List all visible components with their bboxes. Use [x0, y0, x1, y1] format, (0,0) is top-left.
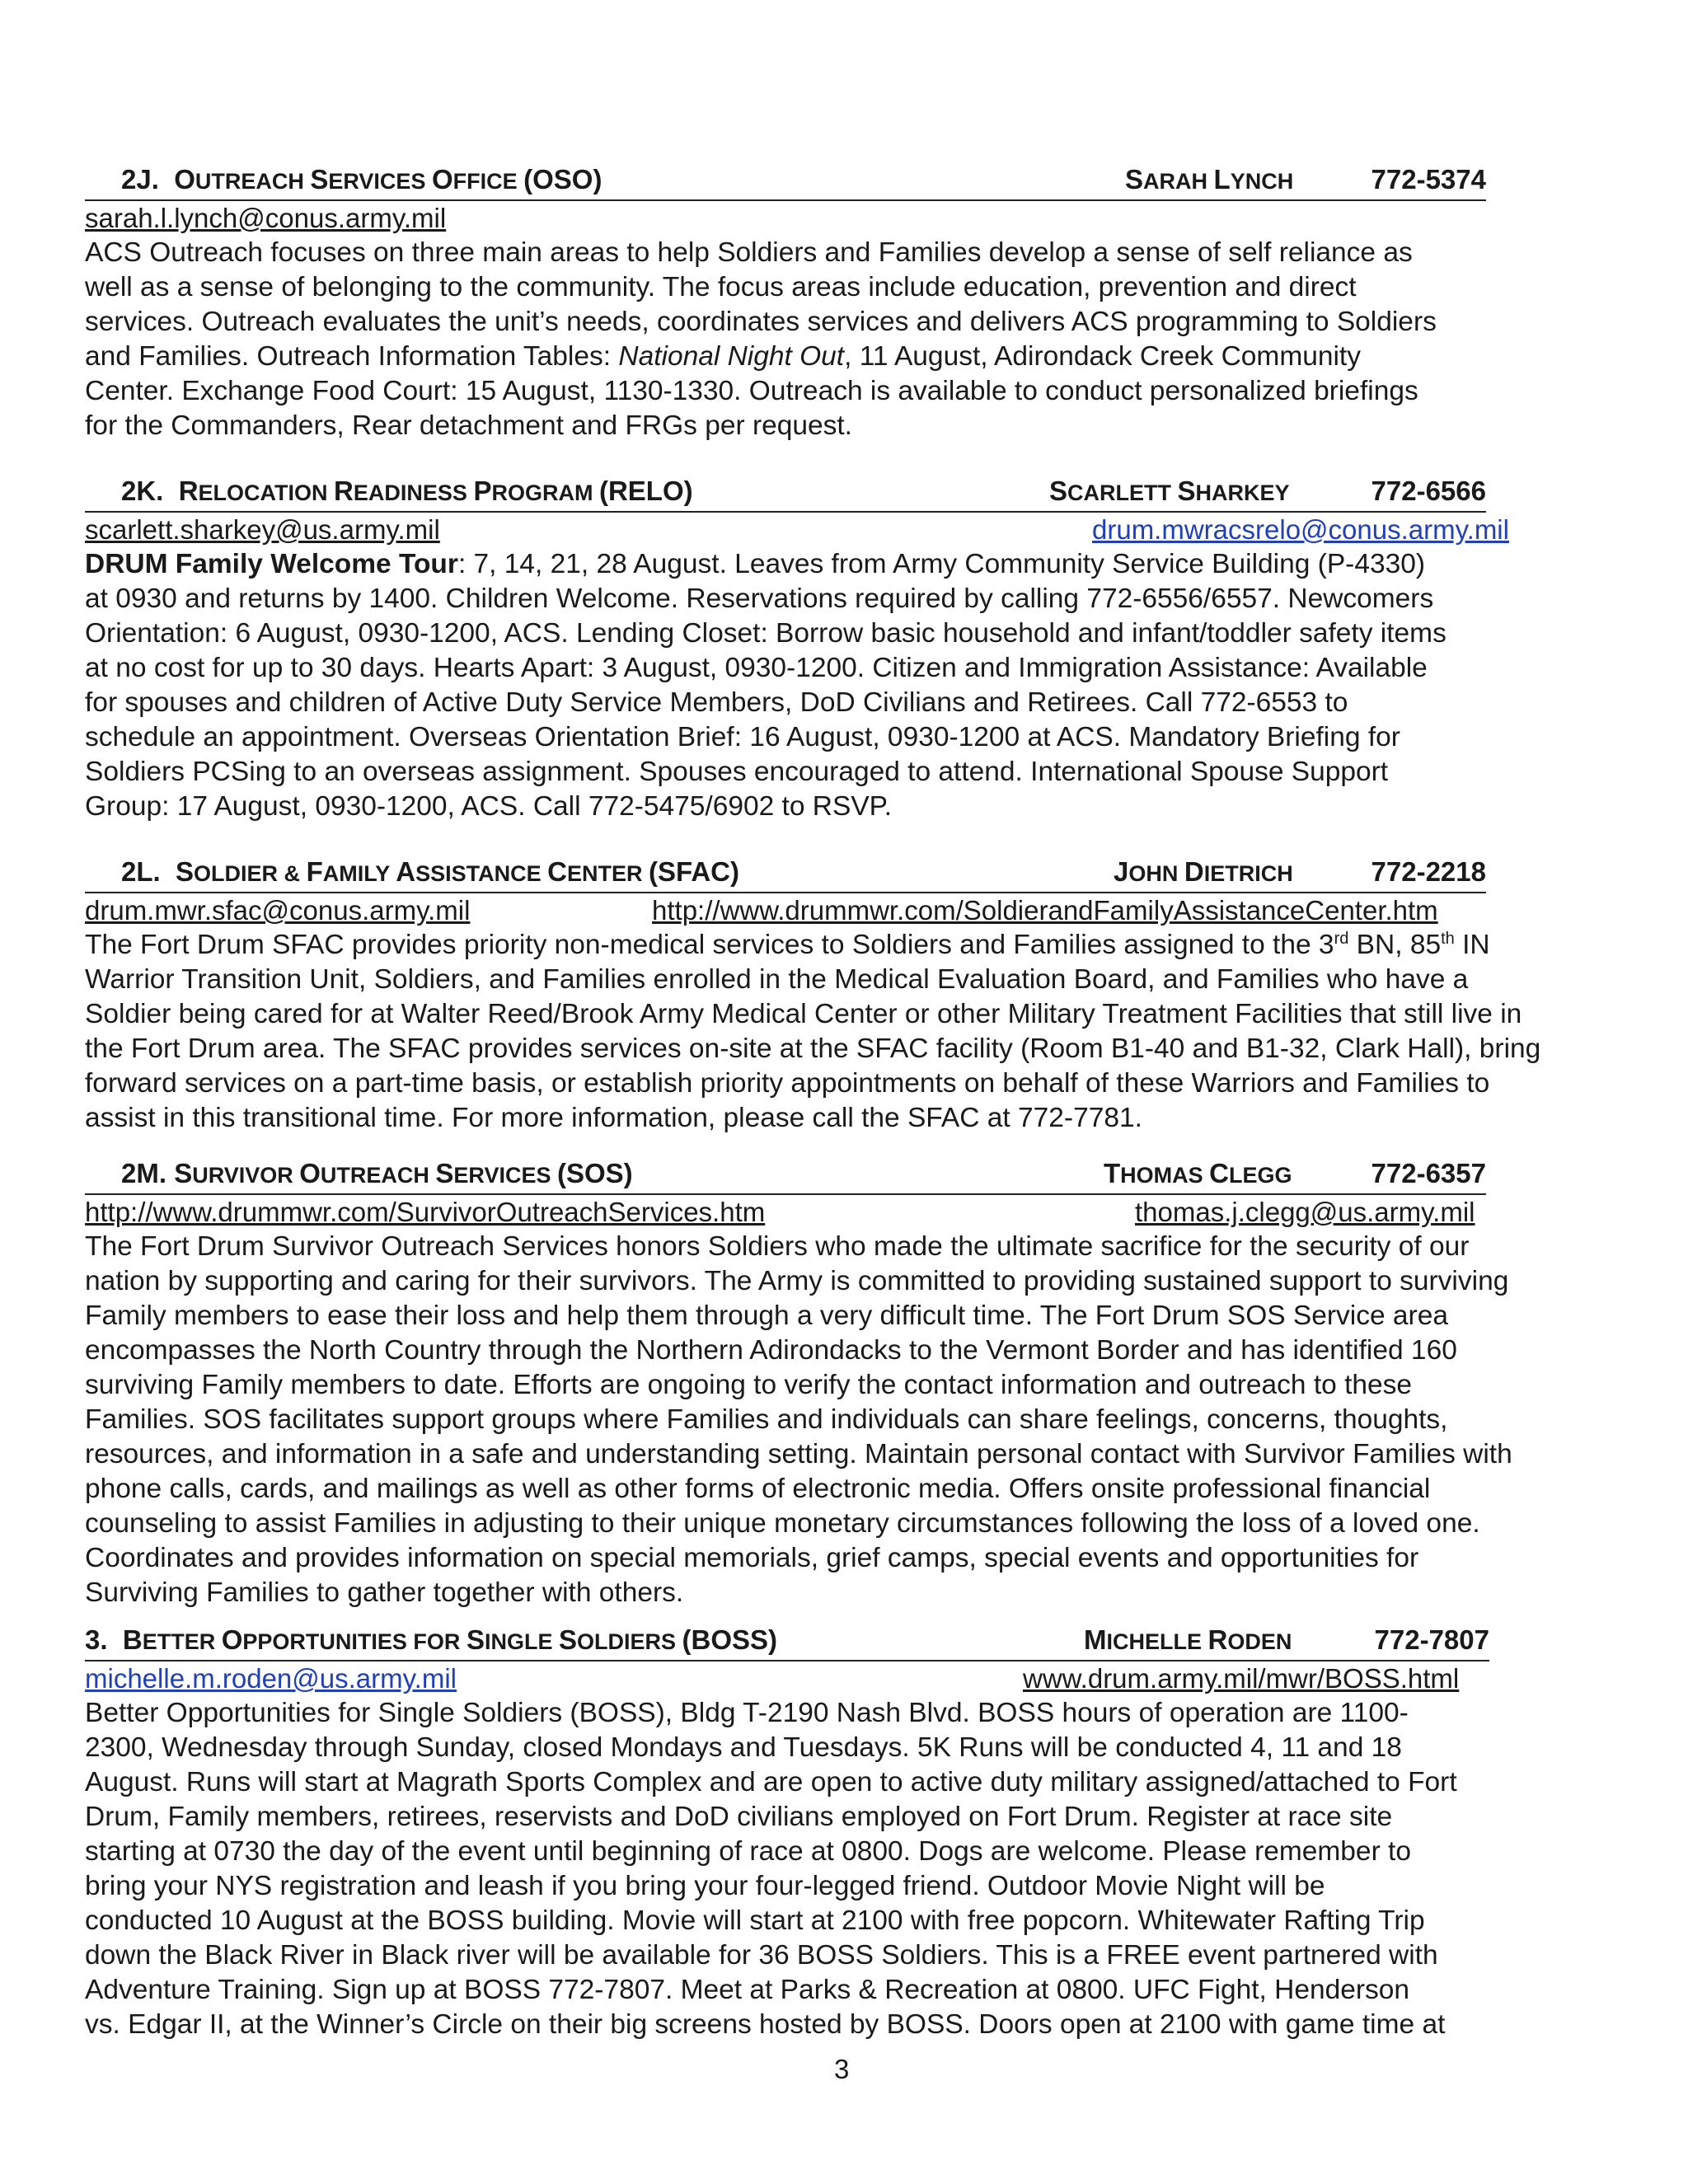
body-line: Center. Exchange Food Court: 15 August, 1130-1330. Outreach is available to conduct personalized briefings [85, 376, 1418, 406]
section-header [85, 163, 1486, 201]
page-number: 3 [834, 2054, 850, 2084]
body-line: schedule an appointment. Overseas Orientation Brief: 16 August, 0930-1200 at ACS. Mandatory Briefing for [85, 722, 1400, 752]
contact-name: JOHN DIETRICH [1114, 856, 1293, 887]
section-links [85, 893, 1634, 928]
section-sfac [85, 855, 1634, 1136]
section-header [85, 1624, 1489, 1661]
contact-phone: 772-6357 [1371, 1158, 1486, 1188]
body-line: Families. SOS facilitates support groups where Families and individuals can share feelings, concerns, thoughts, [85, 1404, 1448, 1435]
body-line: The Fort Drum Survivor Outreach Services honors Soldiers who made the ultimate sacrifice for the security of our [85, 1231, 1470, 1262]
body-line: surviving Family members to date. Efforts are ongoing to verify the contact information and outreach to these [85, 1370, 1413, 1400]
section-title: 3. BETTER OPPORTUNITIES FOR SINGLE SOLDIERS (BOSS) [85, 1624, 777, 1655]
section-header [85, 855, 1486, 893]
body-line: DRUM Family Welcome Tour: 7, 14, 21, 28 August. Leaves from Army Community Service Building (P-4330) [85, 549, 1425, 579]
body-line: Warrior Transition Unit, Soldiers, and Families enrolled in the Medical Evaluation Board, and Families who have a [85, 964, 1469, 995]
email-link[interactable]: scarlett.sharkey@us.army.mil [85, 514, 440, 545]
section-title: 2L. SOLDIER & FAMILY ASSISTANCE CENTER (SFAC) [121, 856, 739, 887]
body-line: Drum, Family members, retirees, reservists and DoD civilians employed on Fort Drum. Register at race site [85, 1802, 1393, 1832]
body-line: encompasses the North Country through the Northern Adirondacks to the Vermont Border and has identified 160 [85, 1335, 1457, 1366]
body-line: Soldier being cared for at Walter Reed/Brook Army Medical Center or other Military Treatment Facilities that still live in [85, 999, 1522, 1029]
body-line: phone calls, cards, and mailings as well as other forms of electronic media. Offers onsite professional financial [85, 1474, 1431, 1504]
website-link[interactable]: http://www.drummwr.com/SurvivorOutreachServices.htm [85, 1197, 766, 1227]
website-link[interactable]: www.drum.army.mil/mwr/BOSS.html [1023, 1663, 1460, 1694]
body-line: forward services on a part-time basis, or establish priority appointments on behalf of these Warriors and Families to [85, 1068, 1490, 1099]
section-header [85, 475, 1486, 513]
body-line: assist in this transitional time. For more information, please call the SFAC at 772-7781. [85, 1103, 1142, 1133]
email-link[interactable]: michelle.m.roden@us.army.mil [85, 1663, 457, 1694]
body-line: Family members to ease their loss and help them through a very difficult time. The Fort Drum SOS Service area [85, 1301, 1448, 1331]
body-line: at 0930 and returns by 1400. Children Welcome. Reservations required by calling 772-6556/6557. Newcomers [85, 583, 1434, 614]
body-line: services. Outreach evaluates the unit’s needs, coordinates services and delivers ACS programming to Soldiers [85, 307, 1437, 337]
section-oso [85, 163, 1634, 443]
email-link-secondary[interactable]: drum.mwracsrelo@conus.army.mil [1092, 514, 1509, 545]
section-relo [85, 475, 1634, 824]
section-links [85, 201, 1634, 236]
body-line: and Families. Outreach Information Tables: National Night Out, 11 August, Adirondack Creek Community [85, 341, 1361, 372]
section-body [85, 1696, 1634, 2042]
contact-phone: 772-7807 [1374, 1624, 1489, 1655]
body-line: conducted 10 August at the BOSS building. Movie will start at 2100 with free popcorn. Whitewater Rafting Trip [85, 1905, 1425, 1936]
section-title: 2M. SURVIVOR OUTREACH SERVICES (SOS) [121, 1158, 633, 1188]
body-line: nation by supporting and caring for their survivors. The Army is committed to providing sustained support to surviving [85, 1266, 1509, 1296]
body-line: Group: 17 August, 0930-1200, ACS. Call 772-5475/6902 to RSVP. [85, 791, 893, 822]
contact-name: SARAH LYNCH [1125, 164, 1294, 194]
section-title: 2K. RELOCATION READINESS PROGRAM (RELO) [121, 476, 693, 506]
body-line: August. Runs will start at Magrath Sports Complex and are open to active duty military assigned/attached to Fort [85, 1767, 1457, 1797]
body-line: starting at 0730 the day of the event until beginning of race at 0800. Dogs are welcome. Please remember to [85, 1836, 1411, 1867]
body-line: well as a sense of belonging to the community. The focus areas include education, prevention and direct [85, 272, 1357, 302]
body-line: counseling to assist Families in adjusting to their unique monetary circumstances following the loss of a loved one. [85, 1508, 1480, 1539]
section-links [85, 1661, 1634, 1696]
body-line: the Fort Drum area. The SFAC provides services on-site at the SFAC facility (Room B1-40 and B1-32, Clark Hall), bring [85, 1033, 1541, 1064]
website-link[interactable]: http://www.drummwr.com/SoldierandFamilyAssistanceCenter.htm [652, 895, 1438, 926]
email-link[interactable]: thomas.j.clegg@us.army.mil [1135, 1197, 1475, 1227]
body-line: Better Opportunities for Single Soldiers (BOSS), Bldg T-2190 Nash Blvd. BOSS hours of operation are 1100- [85, 1698, 1409, 1728]
section-body [85, 547, 1634, 824]
section-body [85, 1230, 1634, 1610]
body-line: down the Black River in Black river will be available for 36 BOSS Soldiers. This is a FREE event partnered with [85, 1940, 1438, 1971]
section-header [85, 1157, 1486, 1195]
body-line: 2300, Wednesday through Sunday, closed Mondays and Tuesdays. 5K Runs will be conducted 4, 11 and 18 [85, 1732, 1402, 1763]
body-line: Surviving Families to gather together with others. [85, 1577, 684, 1608]
body-line: for spouses and children of Active Duty Service Members, DoD Civilians and Retirees. Call 772-6553 to [85, 687, 1348, 718]
body-line: Soldiers PCSing to an overseas assignment. Spouses encouraged to attend. International Spouse Support [85, 757, 1389, 787]
section-body [85, 236, 1634, 443]
contact-name: MICHELLE RODEN [1084, 1624, 1292, 1655]
contact-phone: 772-5374 [1371, 164, 1486, 194]
body-line: at no cost for up to 30 days. Hearts Apart: 3 August, 0930-1200. Citizen and Immigration Assistance: Available [85, 653, 1428, 683]
body-line: Orientation: 6 August, 0930-1200, ACS. Lending Closet: Borrow basic household and infant/toddler safety items [85, 618, 1447, 649]
contact-name: THOMAS CLEGG [1104, 1158, 1292, 1188]
section-boss [85, 1624, 1634, 2042]
contact-phone: 772-2218 [1371, 856, 1486, 887]
section-links [85, 1195, 1634, 1230]
body-line: resources, and information in a safe and understanding setting. Maintain personal contact with Survivor Families with [85, 1439, 1512, 1469]
section-body [85, 928, 1634, 1136]
section-sos [85, 1157, 1634, 1610]
email-link[interactable]: sarah.l.lynch@conus.army.mil [85, 203, 447, 233]
contact-name: SCARLETT SHARKEY [1049, 476, 1290, 506]
body-line: vs. Edgar II, at the Winner’s Circle on their big screens hosted by BOSS. Doors open at 2100 with game time at [85, 2009, 1446, 2040]
body-line: for the Commanders, Rear detachment and FRGs per request. [85, 410, 852, 441]
body-line: bring your NYS registration and leash if you bring your four-legged friend. Outdoor Movie Night will be [85, 1871, 1325, 1901]
contact-phone: 772-6566 [1371, 476, 1486, 506]
email-link[interactable]: drum.mwr.sfac@conus.army.mil [85, 895, 471, 926]
body-line: ACS Outreach focuses on three main areas to help Soldiers and Families develop a sense of self reliance as [85, 237, 1413, 268]
body-line: Coordinates and provides information on special memorials, grief camps, special events and opportunities for [85, 1543, 1419, 1573]
section-title: 2J. OUTREACH SERVICES OFFICE (OSO) [121, 164, 603, 194]
section-links [85, 513, 1634, 547]
body-line: Adventure Training. Sign up at BOSS 772-7807. Meet at Parks & Recreation at 0800. UFC Fight, Henderson [85, 1975, 1410, 2005]
body-line: The Fort Drum SFAC provides priority non-medical services to Soldiers and Families assigned to the 3rd BN, 85th IN [85, 929, 1490, 960]
